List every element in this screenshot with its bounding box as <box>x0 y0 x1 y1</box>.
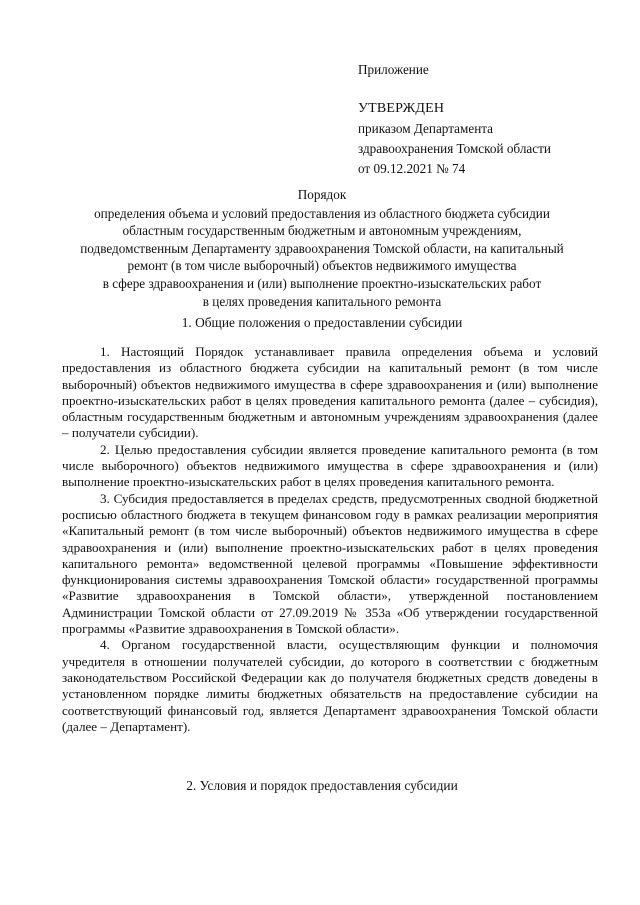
approval-line-order: приказом Департамента <box>358 121 494 136</box>
approved-heading: УТВЕРЖДЕН <box>358 101 445 116</box>
title-main: Порядок <box>297 187 347 202</box>
document-body <box>62 344 598 735</box>
approval-block <box>358 60 618 179</box>
approval-line-department: здравоохранения Томской области <box>358 141 551 156</box>
title-line: ремонт (в том числе выборочный) объектов недвижимого имущества <box>127 258 517 274</box>
section-2-title: 2. Условия и порядок предоставления субсидии <box>186 778 458 793</box>
title-line: в сфере здравоохранения и (или) выполнение проектно-изыскательских работ <box>102 275 542 291</box>
title-line: в целях проведения капитального ремонта <box>202 293 442 309</box>
paragraph-2: 2. Целью предоставления субсидии является проведение капитального ремонта (в том числе выборочного) объектов недвижимого имущества в сфере здравоохранения и (или) выполнение проектно-изыскательских работ в целях проведения капитального ремонта. <box>62 441 598 490</box>
title-line: определения объема и условий предоставления из областного бюджета субсидии <box>94 205 550 221</box>
document-title <box>40 186 604 310</box>
approval-line-date: от 09.12.2021 № 74 <box>358 161 466 176</box>
section-1-title: 1. Общие положения о предоставлении субсидии <box>181 315 463 330</box>
appendix-label: Приложение <box>358 62 429 77</box>
paragraph-4: 4. Органом государственной власти, осуществляющим функции и полномочия учредителя в отношении получателей субсидии, до которого в соответствии с бюджетным законодательством Российской Федерации как до получателя бюджетных средств доведены в установленном порядке лимиты бюджетных обязательств на предоставление субсидии на соответствующий финансовый год, является Департамент здравоохранения Томской области (далее – Департамент). <box>62 637 598 734</box>
title-line: подведомственным Департаменту здравоохранения Томской области, на капитальный <box>80 240 564 256</box>
title-line: областным государственным бюджетным и автономным учреждениям, <box>122 223 522 239</box>
paragraph-1: 1. Настоящий Порядок устанавливает правила определения объема и условий предоставления из областного бюджета субсидии на капитальный ремонт (в том числе выборочный) объектов недвижимого имущества в сфере здравоохранения и (или) выполнение проектно-изыскательских работ в целях проведения капитального ремонта (далее – субсидия), областным государственным бюджетным и автономным учреждениям здравоохранения (далее – получатели субсидии). <box>62 344 598 441</box>
paragraph-3: 3. Субсидия предоставляется в пределах средств, предусмотренных сводной бюджетной росписью областного бюджета в текущем финансовом году в рамках реализации мероприятия «Капитальный ремонт (в том числе выборочный) объектов недвижимого имущества в сфере здравоохранения и (или) выполнение проектно-изыскательских работ в целях проведения капитального ремонта» ведомственной целевой программы «Повышение эффективности функционирования системы здравоохранения Томской области» государственной программы «Развитие здравоохранения в Томской области», утвержденной постановлением Администрации Томской области от 27.09.2019 № 353а «Об утверждении государственной программы «Развитие здравоохранения в Томской области». <box>62 490 598 637</box>
